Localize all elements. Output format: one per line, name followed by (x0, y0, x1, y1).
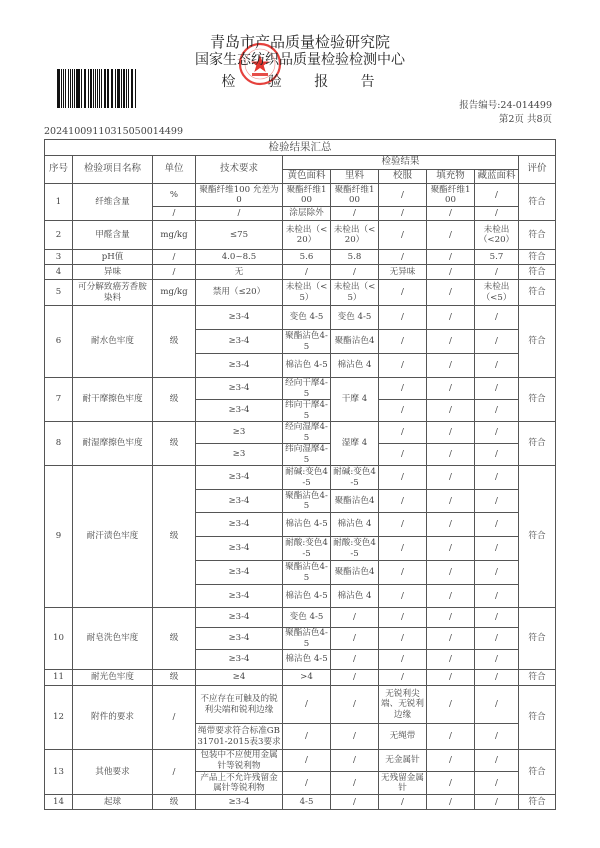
result-value: / (283, 750, 331, 772)
technical-requirement: 无 (196, 265, 283, 280)
report-number: 报告编号:24-014499 (459, 100, 552, 111)
item-unit: / (153, 686, 196, 750)
result-value: / (427, 490, 475, 513)
result-value: 4-5 (283, 795, 331, 810)
evaluation: 符合 (519, 265, 556, 280)
result-value: / (331, 650, 379, 670)
result-value: 未检出（<20） (283, 221, 331, 250)
evaluation: 符合 (519, 306, 556, 378)
result-value: 棉沾色 4 (331, 513, 379, 537)
result-value: / (379, 250, 427, 265)
item-name: 耐干摩擦色牢度 (73, 378, 153, 422)
result-value: 聚酯沾色4-5 (283, 628, 331, 650)
evaluation: 符合 (519, 280, 556, 306)
result-value: / (379, 466, 427, 490)
result-value: / (427, 686, 475, 724)
result-value: >4 (283, 670, 331, 686)
technical-requirement: 包装中不应使用金属针等锐利物 (196, 750, 283, 772)
table-row (45, 686, 556, 724)
result-value: / (331, 686, 379, 724)
item-name: 甲醛含量 (73, 221, 153, 250)
result-value: / (475, 378, 519, 400)
item-unit: 级 (153, 422, 196, 466)
header-result-column: 里料 (331, 170, 379, 184)
result-value: / (331, 207, 379, 221)
result-value: 经向湿摩4-5 (283, 422, 331, 444)
technical-requirement: ≥3 (196, 422, 283, 444)
item-unit: / (153, 250, 196, 265)
result-value: / (475, 306, 519, 330)
technical-requirement: ≤75 (196, 221, 283, 250)
result-value: / (379, 650, 427, 670)
result-value: / (475, 561, 519, 585)
technical-requirement: ≥3-4 (196, 354, 283, 378)
result-value: / (427, 330, 475, 354)
result-value: 聚酯纤维100 (331, 184, 379, 207)
result-value: / (427, 400, 475, 422)
table-row (45, 750, 556, 772)
result-value: 聚酯沾色4-5 (283, 330, 331, 354)
result-value: 经向干摩4-5 (283, 378, 331, 400)
item-unit: 级 (153, 670, 196, 686)
result-value: / (379, 184, 427, 207)
result-value: 无锐利尖端、无锐利边缘 (379, 686, 427, 724)
result-value: / (379, 490, 427, 513)
item-unit: 级 (153, 466, 196, 608)
result-value: / (427, 795, 475, 810)
result-value: / (379, 378, 427, 400)
table-row (45, 306, 556, 330)
result-value: 棉沾色 4 (331, 354, 379, 378)
result-value: / (427, 466, 475, 490)
result-value: / (475, 650, 519, 670)
item-number: 8 (45, 422, 73, 466)
evaluation: 符合 (519, 466, 556, 608)
result-value: / (427, 378, 475, 400)
result-value: / (475, 750, 519, 772)
header-results: 检验结果 (283, 156, 519, 170)
item-unit: 级 (153, 608, 196, 670)
technical-requirement: ≥3-4 (196, 490, 283, 513)
technical-requirement: ≥3-4 (196, 330, 283, 354)
page-info: 第2页 共8页 (498, 114, 552, 125)
table-row (45, 795, 556, 810)
technical-requirement: ≥3-4 (196, 585, 283, 608)
evaluation: 符合 (519, 750, 556, 795)
item-number: 5 (45, 280, 73, 306)
result-value: / (379, 561, 427, 585)
evaluation: 符合 (519, 221, 556, 250)
technical-requirement: 不应存在可触及的锐利尖端和锐利边缘 (196, 686, 283, 724)
header-evaluation: 评价 (519, 156, 556, 184)
item-number: 4 (45, 265, 73, 280)
header-result-column: 校服 (379, 170, 427, 184)
result-value: 变色 4-5 (283, 306, 331, 330)
evaluation: 符合 (519, 608, 556, 670)
org-name-line2: 国家生态纺织品质量检验检测中心 (195, 52, 405, 68)
result-value: 湿摩 4 (331, 422, 379, 466)
result-value: / (427, 650, 475, 670)
table-row (45, 184, 556, 207)
results-summary-table (44, 139, 556, 810)
header-unit: 单位 (153, 156, 196, 184)
result-value: / (427, 422, 475, 444)
result-value: / (283, 265, 331, 280)
result-value: / (475, 400, 519, 422)
result-value: / (379, 354, 427, 378)
technical-requirement: 禁用（≤20） (196, 280, 283, 306)
item-number: 2 (45, 221, 73, 250)
technical-requirement: ≥3-4 (196, 608, 283, 628)
result-value: 纬向湿摩4-5 (283, 444, 331, 466)
item-number: 7 (45, 378, 73, 422)
item-unit: 级 (153, 306, 196, 378)
result-value: / (427, 585, 475, 608)
evaluation: 符合 (519, 686, 556, 750)
item-unit: 级 (153, 795, 196, 810)
result-value: / (475, 585, 519, 608)
result-value: 变色 4-5 (283, 608, 331, 628)
result-value: / (427, 221, 475, 250)
table-row (45, 670, 556, 686)
result-value: 耐酸:变色4-5 (283, 537, 331, 561)
item-name: 耐汗渍色牢度 (73, 466, 153, 608)
item-unit: mg/kg (153, 221, 196, 250)
result-value: / (379, 306, 427, 330)
header-no: 序号 (45, 156, 73, 184)
result-value: / (475, 265, 519, 280)
result-value: / (475, 724, 519, 750)
result-value: 耐碱:变色4-5 (283, 466, 331, 490)
result-value: 聚酯纤维100 (283, 184, 331, 207)
result-value: 未检出（<5） (283, 280, 331, 306)
result-value: / (379, 330, 427, 354)
result-value: / (379, 670, 427, 686)
result-value: / (475, 354, 519, 378)
result-value: / (427, 354, 475, 378)
technical-requirement: 产品上不允许残留金属针等锐利物 (196, 772, 283, 795)
item-number: 6 (45, 306, 73, 378)
evaluation: 符合 (519, 378, 556, 422)
technical-requirement: 4.0~8.5 (196, 250, 283, 265)
technical-requirement: ≥3-4 (196, 537, 283, 561)
result-value: 聚酯纤维100 (427, 184, 475, 207)
result-value: / (379, 537, 427, 561)
result-value: 无异味 (379, 265, 427, 280)
table-row (45, 250, 556, 265)
table-row (45, 378, 556, 400)
table-row (45, 608, 556, 628)
serial-number: 20241009110315050014499 (44, 126, 184, 137)
item-unit: / (153, 750, 196, 795)
result-value: 干摩 4 (331, 378, 379, 422)
result-value: 5.7 (475, 250, 519, 265)
result-value: 聚酯沾色4-5 (283, 490, 331, 513)
result-value: / (379, 207, 427, 221)
result-value: 未检出（<20） (331, 221, 379, 250)
result-value: 耐酸:变色4-5 (331, 537, 379, 561)
result-value: / (331, 772, 379, 795)
evaluation: 符合 (519, 184, 556, 221)
result-value: / (475, 207, 519, 221)
result-value: 变色 4-5 (331, 306, 379, 330)
header-result-column: 藏蓝面料 (475, 170, 519, 184)
result-value: / (475, 686, 519, 724)
technical-requirement: ≥3-4 (196, 466, 283, 490)
result-value: / (379, 400, 427, 422)
result-value: 5.6 (283, 250, 331, 265)
item-name: pH值 (73, 250, 153, 265)
item-name: 纤维含量 (73, 184, 153, 221)
evaluation: 符合 (519, 795, 556, 810)
result-value: / (283, 724, 331, 750)
result-value: / (427, 265, 475, 280)
evaluation: 符合 (519, 250, 556, 265)
result-value: / (427, 561, 475, 585)
technical-requirement: ≥3-4 (196, 400, 283, 422)
result-value: / (379, 280, 427, 306)
result-value: / (331, 670, 379, 686)
item-unit: mg/kg (153, 280, 196, 306)
result-value: / (475, 537, 519, 561)
table-row (45, 422, 556, 444)
item-number: 9 (45, 466, 73, 608)
item-number: 14 (45, 795, 73, 810)
result-value: / (331, 724, 379, 750)
item-name: 附件的要求 (73, 686, 153, 750)
result-value: / (475, 795, 519, 810)
technical-requirement: / (196, 207, 283, 221)
item-number: 3 (45, 250, 73, 265)
result-value: 聚酯沾色4 (331, 490, 379, 513)
item-name: 耐水色牢度 (73, 306, 153, 378)
result-value: / (331, 608, 379, 628)
result-value: 未检出（<20） (475, 221, 519, 250)
result-value: / (379, 795, 427, 810)
technical-requirement: ≥3-4 (196, 650, 283, 670)
item-number: 1 (45, 184, 73, 221)
table-row (45, 280, 556, 306)
result-value: / (379, 422, 427, 444)
item-name: 耐湿摩擦色牢度 (73, 422, 153, 466)
result-value: / (475, 330, 519, 354)
result-value: / (427, 608, 475, 628)
result-value: 棉沾色 4-5 (283, 354, 331, 378)
item-name: 可分解致癌芳香胺染料 (73, 280, 153, 306)
header-result-column: 黄色面料 (283, 170, 331, 184)
result-value: 无金属针 (379, 750, 427, 772)
technical-requirement: ≥3-4 (196, 561, 283, 585)
technical-requirement: ≥3-4 (196, 378, 283, 400)
item-name: 异味 (73, 265, 153, 280)
item-unit: % (153, 184, 196, 207)
result-value: 未检出（<5） (331, 280, 379, 306)
item-name: 耐皂洗色牢度 (73, 608, 153, 670)
result-value: 纬向干摩4-5 (283, 400, 331, 422)
result-value: / (379, 444, 427, 466)
result-value: / (379, 608, 427, 628)
result-value: / (331, 628, 379, 650)
item-name: 其他要求 (73, 750, 153, 795)
org-name-line1: 青岛市产品质量检验研究院 (209, 33, 390, 51)
technical-requirement: ≥3-4 (196, 628, 283, 650)
result-value: / (475, 670, 519, 686)
result-value: / (427, 772, 475, 795)
table-row (45, 265, 556, 280)
result-value: 5.8 (331, 250, 379, 265)
table-row (45, 466, 556, 490)
evaluation: 符合 (519, 670, 556, 686)
technical-requirement: ≥3-4 (196, 306, 283, 330)
result-value: / (427, 306, 475, 330)
result-value: 棉沾色 4-5 (283, 513, 331, 537)
result-value: / (379, 221, 427, 250)
result-value: 聚酯沾色4 (331, 330, 379, 354)
item-number: 12 (45, 686, 73, 750)
result-value: 无绳带 (379, 724, 427, 750)
result-value: / (475, 628, 519, 650)
result-value: / (427, 444, 475, 466)
result-value: 棉沾色 4-5 (283, 650, 331, 670)
table-caption: 检验结果汇总 (45, 140, 556, 156)
result-value: 未检出（<5） (475, 280, 519, 306)
table-row (45, 221, 556, 250)
item-number: 10 (45, 608, 73, 670)
result-value: / (475, 422, 519, 444)
result-value: / (475, 466, 519, 490)
result-value: / (427, 250, 475, 265)
result-value: / (475, 772, 519, 795)
result-value: / (427, 724, 475, 750)
result-value: / (379, 585, 427, 608)
result-value: 聚酯沾色4-5 (283, 561, 331, 585)
technical-requirement: ≥3-4 (196, 513, 283, 537)
result-value: / (475, 608, 519, 628)
result-value: / (379, 628, 427, 650)
result-value: 棉沾色 4 (331, 585, 379, 608)
result-value: / (379, 513, 427, 537)
technical-requirement: ≥3 (196, 444, 283, 466)
item-name: 耐光色牢度 (73, 670, 153, 686)
result-value: / (475, 513, 519, 537)
result-value: / (427, 280, 475, 306)
document-title: 检 验 报 告 (221, 74, 389, 90)
result-value: / (475, 490, 519, 513)
evaluation: 符合 (519, 422, 556, 466)
result-value: / (427, 750, 475, 772)
item-name: 起球 (73, 795, 153, 810)
item-unit: / (153, 265, 196, 280)
result-value: / (475, 184, 519, 207)
technical-requirement: 绳带要求符合标准GB 31701-2015表3要求 (196, 724, 283, 750)
header-item-name: 检验项目名称 (73, 156, 153, 184)
result-value: 耐碱:变色4-5 (331, 466, 379, 490)
result-value: / (331, 265, 379, 280)
item-number: 13 (45, 750, 73, 795)
item-number: 11 (45, 670, 73, 686)
result-value: 聚酯沾色4 (331, 561, 379, 585)
header-requirement: 技术要求 (196, 156, 283, 184)
result-value: / (427, 628, 475, 650)
result-value: 棉沾色 4-5 (283, 585, 331, 608)
technical-requirement: ≥3-4 (196, 795, 283, 810)
item-unit: 级 (153, 378, 196, 422)
result-value: / (283, 772, 331, 795)
result-value: / (427, 670, 475, 686)
result-value: / (427, 513, 475, 537)
result-value: 无残留金属针 (379, 772, 427, 795)
technical-requirement: ≥4 (196, 670, 283, 686)
item-unit: / (153, 207, 196, 221)
result-value: / (283, 686, 331, 724)
result-value: / (475, 444, 519, 466)
result-value: / (331, 750, 379, 772)
result-value: / (427, 537, 475, 561)
header-result-column: 填充物 (427, 170, 475, 184)
result-value: / (331, 795, 379, 810)
result-value: / (427, 207, 475, 221)
technical-requirement: 聚酯纤维100 允差为0 (196, 184, 283, 207)
result-value: 涂层除外 (283, 207, 331, 221)
